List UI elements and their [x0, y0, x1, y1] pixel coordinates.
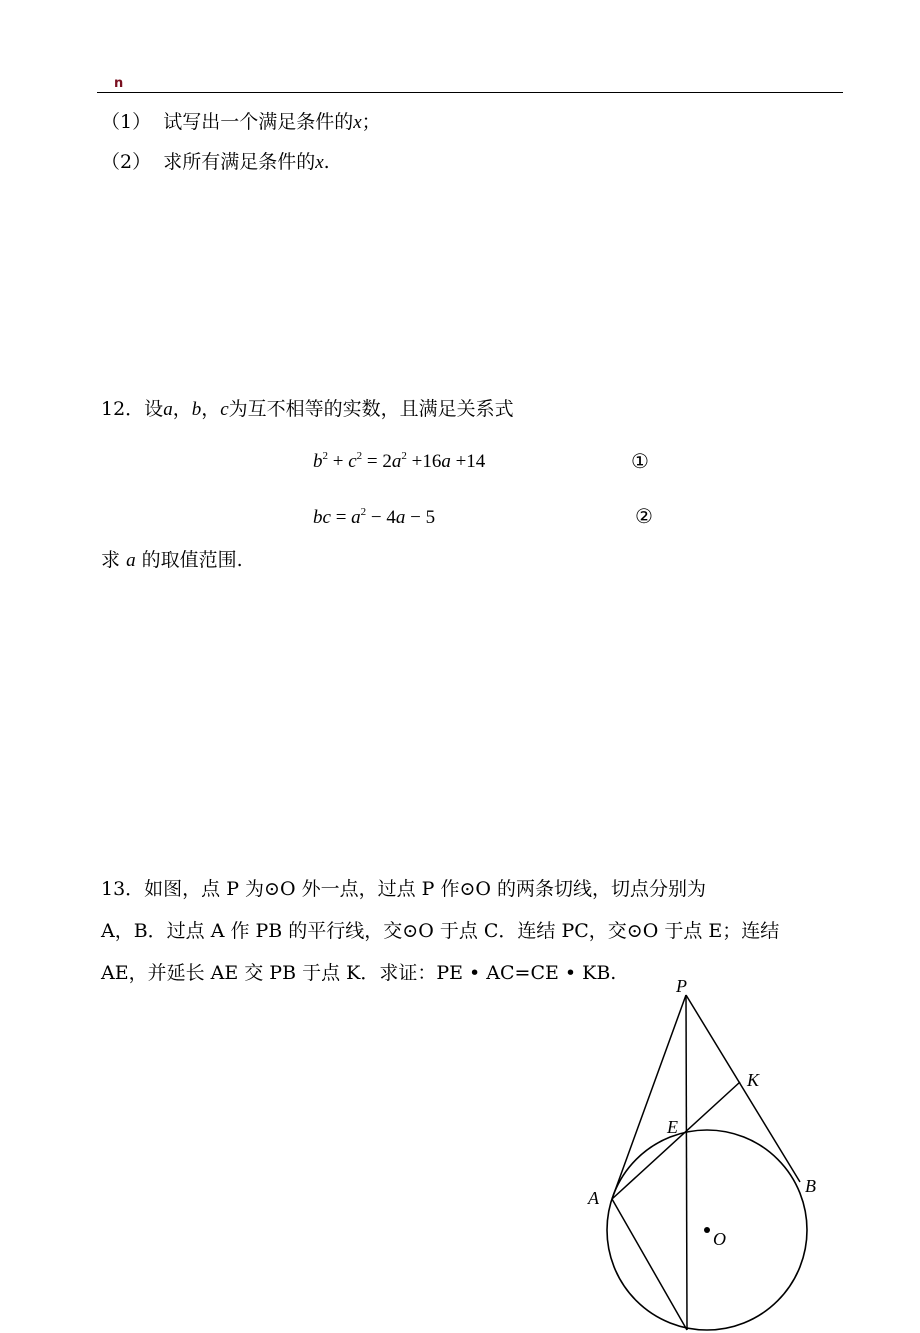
eq2-tail: − 5 [405, 507, 436, 528]
eq2-minus1: − 4 [366, 507, 396, 528]
label-b: B [805, 1176, 816, 1196]
eq1-plus1: + [328, 451, 349, 472]
q12-number: 12．设 [101, 398, 164, 420]
eq1-plus2: +16 [406, 451, 442, 472]
eq1-tail: +14 [450, 451, 486, 472]
q11-part1-number: （1） [101, 111, 152, 133]
eq1-a2: a [441, 451, 451, 472]
q11-part2-var: x [315, 152, 324, 173]
equation-marker-1: ① [631, 449, 649, 473]
label-a: A [588, 1188, 599, 1208]
q12-ask-post: 的取值范围. [141, 549, 243, 571]
segment-ak [612, 1082, 740, 1199]
eq1-equals: = 2 [362, 451, 392, 472]
equation-marker-2: ② [635, 504, 653, 528]
tangent-pb [686, 995, 800, 1182]
q13-line-3: AE，并延长 AE 交 PB 于点 K．求证：PE • AC=CE • KB. [101, 962, 617, 984]
eq2-bc: bc [313, 507, 331, 528]
q11-part1-var: x [353, 112, 362, 133]
segment-pc [686, 995, 687, 1330]
q12-var-a: a [163, 399, 173, 420]
q11-part2-end: . [323, 151, 330, 173]
q11-part2-text: 求所有满足条件的 [163, 151, 316, 173]
tangent-pa [612, 995, 686, 1199]
q12-sep1: ， [172, 398, 192, 420]
center-point-o [704, 1227, 710, 1233]
eq1-b: b [313, 451, 323, 472]
label-e: E [667, 1117, 678, 1137]
eq2-a1: a [351, 507, 361, 528]
label-k: K [747, 1070, 760, 1090]
eq1-exp2: 2 [356, 450, 363, 462]
q11-part1-end: ； [361, 111, 381, 133]
eq2-exp1: 2 [360, 506, 367, 518]
label-o: O [713, 1229, 726, 1249]
q12-sep2: ， [201, 398, 221, 420]
eq1-a1: a [391, 451, 402, 472]
q12-var-b: b [191, 399, 202, 420]
q12-ask-pre: 求 [101, 549, 121, 571]
eq2-a2: a [395, 507, 406, 528]
eq1-exp1: 2 [322, 450, 328, 462]
label-p: P [676, 976, 687, 996]
eq1-exp3: 2 [401, 450, 407, 462]
eq1-c: c [348, 451, 357, 472]
q13-line-1: 13．如图，点 P 为⊙O 外一点，过点 P 作⊙O 的两条切线，切点分别为 [101, 878, 706, 900]
eq2-equals: = [330, 507, 352, 528]
q12-ask-var: a [126, 550, 136, 571]
q11-part2-number: （2） [101, 151, 152, 173]
q13-line-2: A，B．过点 A 作 PB 的平行线，交⊙O 于点 C．连结 PC，交⊙O 于点 E；连结 [101, 920, 780, 942]
q11-part1-text: 试写出一个满足条件的 [163, 111, 354, 133]
header-mark: n [114, 76, 124, 91]
q12-var-c: c [220, 399, 229, 420]
q12-intro-rest: 为互不相等的实数，且满足关系式 [228, 398, 514, 420]
segment-ac [612, 1199, 687, 1330]
